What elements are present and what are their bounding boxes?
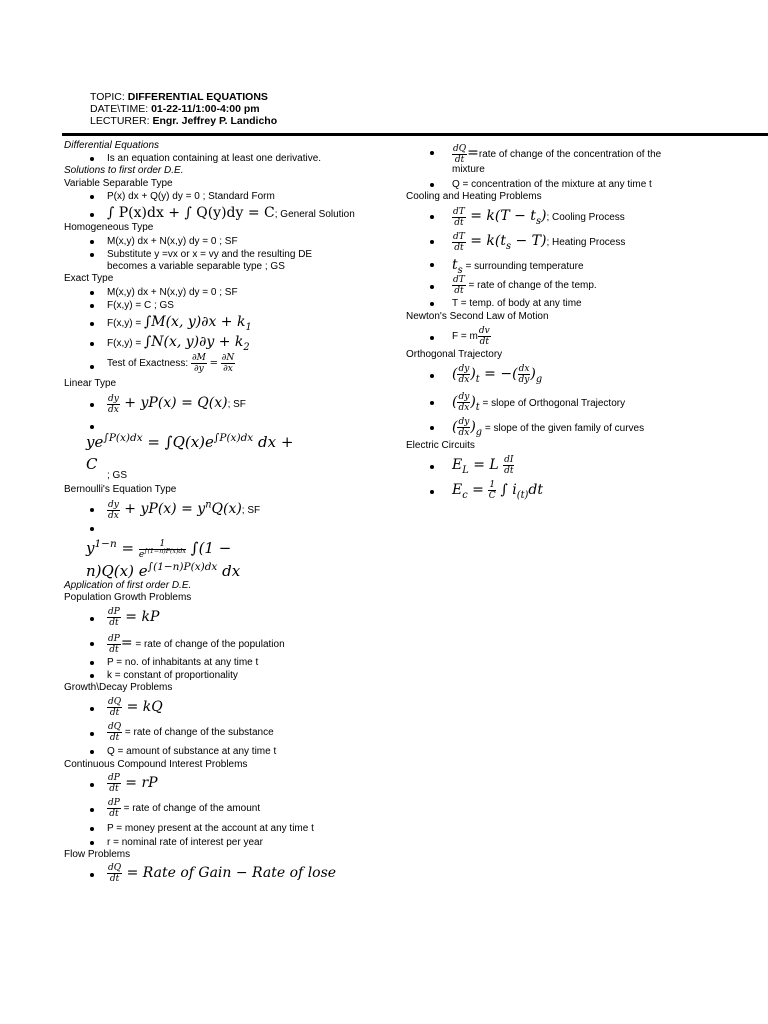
ch-title: Cooling and Heating Problems xyxy=(406,191,542,202)
lecturer-label: LECTURER: xyxy=(90,115,153,127)
gd-title: Growth\Decay Problems xyxy=(64,682,173,693)
flow-q: Q = concentration of the mixture at any time t xyxy=(452,179,652,190)
ortho-title: Orthogonal Trajectory xyxy=(406,349,503,360)
bullet xyxy=(90,707,94,711)
bernoulli-gs-line1: $y^{1-n}$ = $\frac{1}{e^{\int(1-n)P(x)dx}}$ ∫(1 − xyxy=(86,538,232,560)
gd-rate: $\frac{dQ}{dt}$ = rate of change of the substance xyxy=(108,721,274,743)
bullet xyxy=(90,732,94,736)
bullet xyxy=(90,527,94,531)
newton-title: Newton's Second Law of Motion xyxy=(406,311,549,322)
newton-formula: F = m $\frac{dv}{dt}$ xyxy=(452,325,490,347)
flow-title: Flow Problems xyxy=(64,849,131,860)
vs-gs-suffix: ; General Solution xyxy=(274,209,355,220)
bullet xyxy=(430,374,434,378)
lecturer-value: Engr. Jeffrey P. Landicho xyxy=(152,115,278,127)
capacitor-formula: $E_c$ = $\frac{1}{C}$ ∫ $i_{(t)}dt$ xyxy=(452,479,543,501)
bernoulli-title: Bernoulli's Equation Type xyxy=(64,484,177,495)
bullet xyxy=(90,304,94,308)
bullet xyxy=(90,841,94,845)
ts-def: $t_s$ = surrounding temperature xyxy=(452,257,584,276)
exact-test: Test of Exactness: $\frac{\partial M}{\partial y}$ = $\frac{\partial N}{\partial x}$ xyxy=(107,352,235,374)
gd-rate-text: = rate of change of the substance xyxy=(124,727,274,738)
bullet xyxy=(90,342,94,346)
linear-gs-suffix: ; GS xyxy=(107,470,128,481)
bullet xyxy=(90,365,94,369)
heating-formula: $\frac{dT}{dt}$ = $k(t_s - T)$; Heating Process xyxy=(453,231,626,253)
ts-def-text: = surrounding temperature xyxy=(465,261,584,272)
app-title: Application of first order D.E. xyxy=(64,580,192,591)
ec-title: Electric Circuits xyxy=(406,440,475,451)
bullet xyxy=(430,263,434,267)
ortho-slope: ( $\frac{dy}{dx}$ )$_t$ = slope of Orthogonal Trajectory xyxy=(452,391,626,413)
linear-title: Linear Type xyxy=(64,378,117,389)
bullet xyxy=(90,674,94,678)
bullet xyxy=(90,827,94,831)
flow-rate: $\frac{dQ}{dt}$ =rate of change of the concentration of the xyxy=(453,143,662,165)
homo-substitute-1: Substitute y =vx or x = vy and the resulting DE xyxy=(107,249,313,260)
cc-r: r = nominal rate of interest per year xyxy=(107,837,263,848)
de-title: Differential Equations xyxy=(64,140,160,151)
linear-gs-formula-line2: C xyxy=(86,455,98,473)
cc-rate-text: = rate of change of the amount xyxy=(123,803,261,814)
bullet xyxy=(430,183,434,187)
bullet xyxy=(430,465,434,469)
inductor-formula: $E_L = L$ $\frac{dI}{dt}$ xyxy=(452,454,514,476)
temp-rate-text: = rate of change of the temp. xyxy=(468,280,597,291)
exact-f1: F(x,y) = ∫M(x, $y)\partial x + k_1$ xyxy=(107,314,252,333)
cc-formula: $\frac{dP}{dt}$ = rP xyxy=(108,772,158,794)
pop-p: P = no. of inhabitants at any time t xyxy=(107,657,259,668)
bullet xyxy=(90,157,94,161)
bullet xyxy=(90,240,94,244)
bullet xyxy=(90,617,94,621)
homo-standard-form: M(x,y) dx + N(x,y) dy = 0 ; SF xyxy=(107,236,238,247)
bullet xyxy=(90,642,94,646)
bullet xyxy=(90,661,94,665)
gd-q: Q = amount of substance at any time t xyxy=(107,746,277,757)
temp-rate: $\frac{dT}{dt}$ = rate of change of the temp. xyxy=(453,274,597,296)
ortho-slope-text: = slope of Orthogonal Trajectory xyxy=(482,398,626,409)
t-def: T = temp. of body at any time xyxy=(452,298,582,309)
exact-f2: F(x,y) = ∫N(x, $y)\partial y + k_2$ xyxy=(107,334,250,353)
pop-formula: $\frac{dP}{dt}$ = kP xyxy=(108,606,160,628)
bullet xyxy=(90,750,94,754)
flow-formula: $\frac{dQ}{dt}$ = Rate of Gain − Rate of lose xyxy=(108,862,337,884)
vs-title: Variable Separable Type xyxy=(64,178,173,189)
cc-rate: $\frac{dP}{dt}$ = rate of change of the amount xyxy=(108,797,261,819)
exact-title: Exact Type xyxy=(64,273,114,284)
bullet xyxy=(430,336,434,340)
ortho-formula: ( $\frac{dy}{dx}$ )$_t$ = −( $\frac{dx}{dy}$ )$_g$ xyxy=(452,363,543,385)
cooling-label: ; Cooling Process xyxy=(546,212,625,223)
bullet xyxy=(430,215,434,219)
newton-prefix: F = m xyxy=(452,331,478,342)
bullet xyxy=(90,195,94,199)
bullet xyxy=(90,291,94,295)
pop-title: Population Growth Problems xyxy=(64,592,192,603)
bullet xyxy=(90,322,94,326)
exact-general-solution: F(x,y) = C ; GS xyxy=(107,300,174,311)
bullet xyxy=(430,490,434,494)
heating-label: ; Heating Process xyxy=(546,237,626,248)
bullet xyxy=(90,873,94,877)
bullet xyxy=(430,426,434,430)
exact-f1-prefix: F(x,y) = xyxy=(107,318,144,329)
cc-title: Continuous Compound Interest Problems xyxy=(64,759,248,770)
cc-p: P = money present at the account at any time t xyxy=(107,823,314,834)
bullet xyxy=(90,808,94,812)
bullet xyxy=(90,213,94,217)
bernoulli-standard-form: $\frac{dy}{dx}$ + $yP(x) = y^nQ(x)$; SF xyxy=(108,499,261,521)
bullet xyxy=(90,403,94,407)
pop-rate-text: = rate of change of the population xyxy=(135,639,285,650)
vs-general-solution: ∫ P(x)dx + ∫ Q(y)dy = C; General Solution xyxy=(107,205,355,221)
bullet xyxy=(90,253,94,257)
homo-substitute-2: becomes a variable separable type ; GS xyxy=(107,261,285,272)
cooling-formula: $\frac{dT}{dt}$ = $k(T - t_s)$; Cooling Process xyxy=(453,206,625,228)
gd-formula: $\frac{dQ}{dt}$ = kQ xyxy=(108,696,163,718)
bullet xyxy=(90,783,94,787)
bullet xyxy=(90,425,94,429)
linear-gs-formula-line1: $ye^{\int P(x)dx} = \int Q(x)e^{\int P(x)dx}$ dx + xyxy=(86,432,294,451)
bullet xyxy=(430,240,434,244)
bullet xyxy=(430,151,434,155)
date-value: 01-22-11/1:00-4:00 pm xyxy=(151,103,260,115)
bullet xyxy=(430,302,434,306)
vs-standard-form: P(x) dx + Q(y) dy = 0 ; Standard Form xyxy=(107,191,275,202)
bullet xyxy=(430,285,434,289)
linear-standard-form: $\frac{dy}{dx}$ + yP(x) = Q(x); SF xyxy=(108,393,246,415)
topic-label: TOPIC: xyxy=(90,91,128,103)
date-label: DATE\TIME: xyxy=(90,103,152,115)
topic-value: DIFFERENTIAL EQUATIONS xyxy=(127,91,268,103)
header-rule xyxy=(62,133,768,136)
linear-sf-suffix: ; SF xyxy=(227,399,246,410)
homo-title: Homogeneous Type xyxy=(64,222,154,233)
exact-test-prefix: Test of Exactness: xyxy=(107,358,191,369)
flow-rate-cont: mixture xyxy=(452,164,485,175)
given-slope: ( $\frac{dy}{dx}$ )$_g$ = slope of the given family of curves xyxy=(452,416,645,438)
bullet xyxy=(430,401,434,405)
bernoulli-gs-line2: n)Q(x) $e^{\int(1-n)P(x)dx}$ dx xyxy=(86,561,241,580)
bern-sf-suffix: ; SF xyxy=(241,505,261,516)
flow-rate-text: rate of change of the concentration of the xyxy=(478,149,662,160)
bullet xyxy=(90,508,94,512)
solutions-title: Solutions to first order D.E. xyxy=(64,165,184,176)
pop-k: k = constant of proportionality xyxy=(107,670,238,681)
exact-f2-prefix: F(x,y) = xyxy=(107,338,144,349)
exact-standard-form: M(x,y) dx + N(x,y) dy = 0 ; SF xyxy=(107,287,238,298)
lecturer-line xyxy=(90,115,277,128)
given-slope-text: = slope of the given family of curves xyxy=(484,423,645,434)
de-definition: Is an equation containing at least one derivative. xyxy=(107,153,322,164)
pop-rate: $\frac{dP}{dt}$ = = rate of change of the population xyxy=(108,633,285,655)
